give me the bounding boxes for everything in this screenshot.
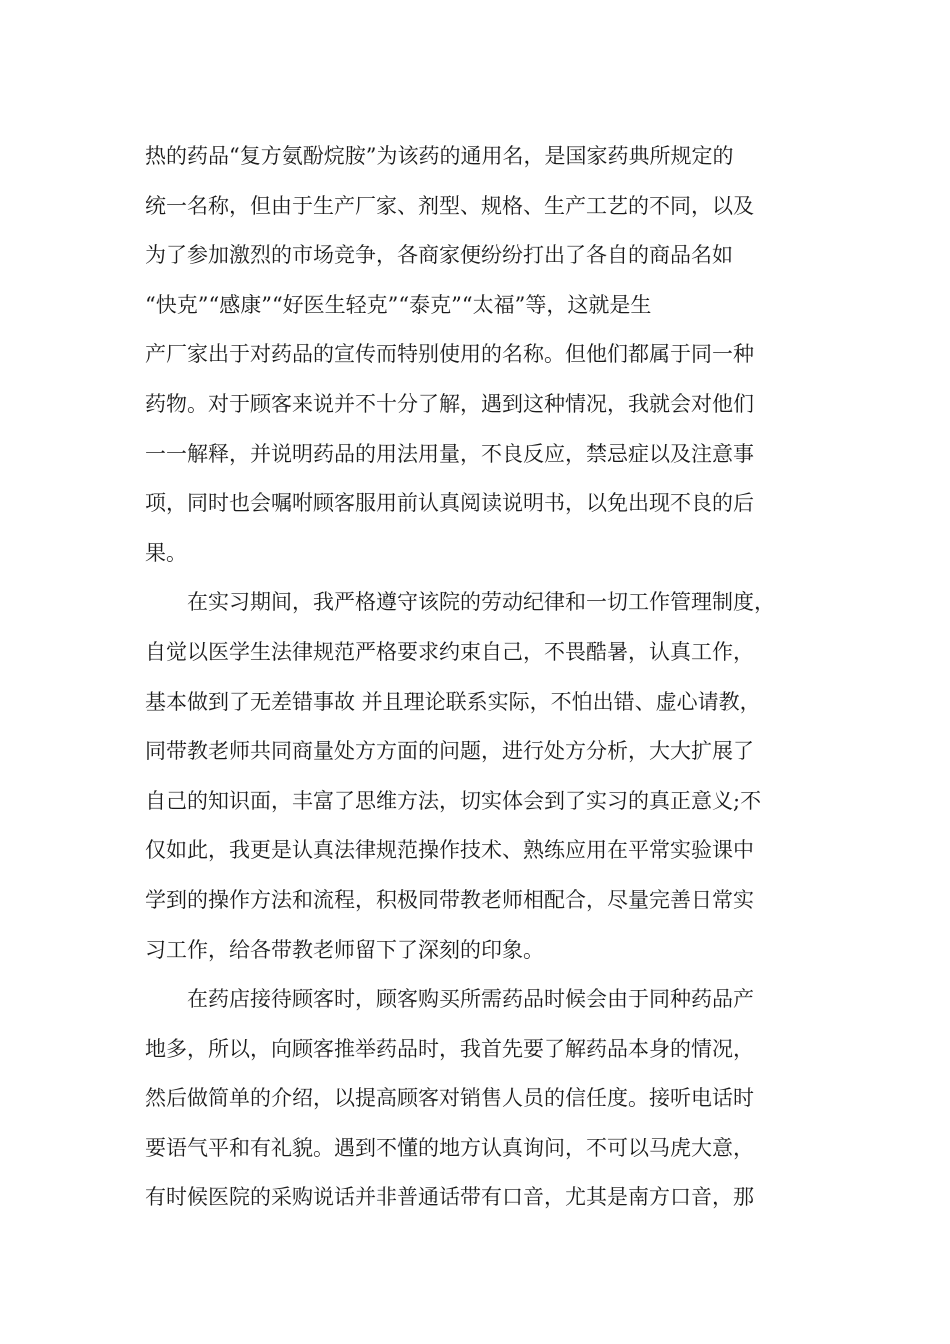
text-line: 要语气平和有礼貌。遇到不懂的地方认真询问，不可以马虎大意，: [145, 1135, 754, 1160]
text-line: 为了参加激烈的市场竞争，各商家便纷纷打出了各自的商品名如: [145, 243, 733, 268]
text-line: 学到的操作方法和流程，积极同带教老师相配合，尽量完善日常实: [145, 887, 754, 912]
text-line: “快克”“感康”“好医生轻克”“泰克”“太福”等，这就是生: [145, 292, 652, 317]
text-line: 同带教老师共同商量处方方面的问题，进行处方分析，大大扩展了: [145, 739, 754, 764]
text-line: 仅如此，我更是认真法律规范操作技术、熟练应用在平常实验课中: [145, 838, 754, 863]
text-line: 基本做到了无差错事故 并且理论联系实际，不怕出错、虚心请教，: [145, 689, 761, 714]
document-body: [145, 132, 810, 1223]
text-line: 热的药品“复方氨酚烷胺”为该药的通用名，是国家药典所规定的: [145, 144, 734, 168]
paragraph-first-line: 在药店接待顾客时，顾客购买所需药品时候会由于同种药品产: [187, 987, 754, 1012]
text-line: 自己的知识面，丰富了思维方法，切实体会到了实习的真正意义;不: [145, 788, 762, 813]
text-line: 项，同时也会嘱咐顾客服用前认真阅读说明书，以免出现不良的后: [145, 491, 754, 516]
text-line: 自觉以医学生法律规范严格要求约束自己，不畏酷暑，认真工作，: [145, 639, 754, 664]
text-line: 统一名称，但由于生产厂家、剂型、规格、生产工艺的不同，以及: [145, 193, 754, 218]
text-line: 地多，所以，向顾客推举药品时，我首先要了解药品本身的情况，: [145, 1036, 754, 1061]
text-line: 一一解释，并说明药品的用法用量，不良反应，禁忌症以及注意事: [145, 441, 754, 466]
text-line: 习工作，给各带教老师留下了深刻的印象。: [145, 937, 544, 962]
text-line: 产厂家出于对药品的宣传而特别使用的名称。但他们都属于同一种: [145, 342, 754, 367]
paragraph-first-line: 在实习期间，我严格遵守该院的劳动纪律和一切工作管理制度，: [187, 590, 775, 615]
text-line: 然后做简单的介绍，以提高顾客对销售人员的信任度。接听电话时: [145, 1086, 754, 1111]
text-line: 果。: [145, 540, 187, 565]
text-line: 药物。对于顾客来说并不十分了解，遇到这种情况，我就会对他们: [145, 391, 754, 416]
text-line: 有时候医院的采购说话并非普通话带有口音，尤其是南方口音，那: [145, 1185, 754, 1210]
